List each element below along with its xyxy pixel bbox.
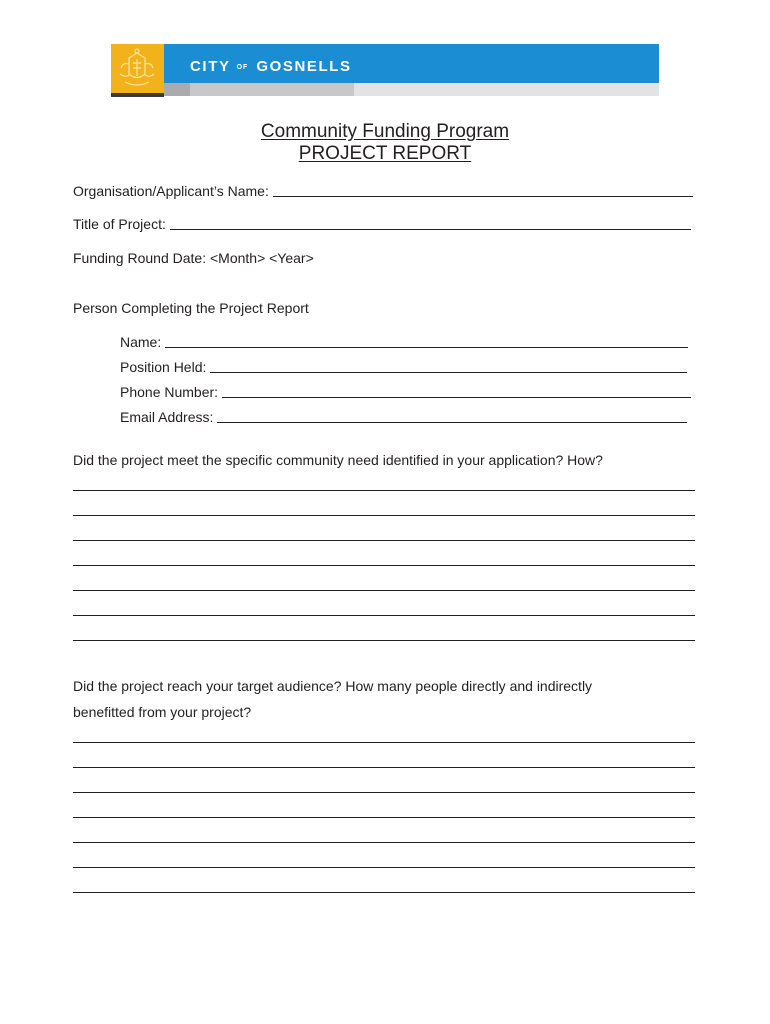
- header-strip-dark: [164, 83, 190, 96]
- answer-line[interactable]: [73, 742, 695, 743]
- funding-round-date: Funding Round Date: <Month> <Year>: [73, 250, 314, 266]
- phone-number-field[interactable]: [120, 382, 691, 402]
- organisation-name-label: Organisation/Applicant’s Name:: [73, 183, 269, 199]
- question-2-line-2: benefitted from your project?: [73, 704, 252, 720]
- brand-name: GOSNELLS: [256, 58, 352, 75]
- answer-line[interactable]: [73, 817, 695, 818]
- answer-line[interactable]: [73, 615, 695, 616]
- person-name-label: Name:: [120, 334, 162, 350]
- project-title-label: Title of Project:: [73, 216, 166, 232]
- answer-line[interactable]: [73, 590, 695, 591]
- project-title-blank[interactable]: [170, 228, 691, 230]
- person-name-field[interactable]: [120, 332, 688, 352]
- answer-line[interactable]: [73, 490, 695, 491]
- answer-line[interactable]: [73, 565, 695, 566]
- answer-line[interactable]: [73, 867, 695, 868]
- city-crest-icon: [111, 44, 164, 97]
- position-held-label: Position Held:: [120, 359, 207, 375]
- project-title-field[interactable]: [73, 214, 691, 234]
- position-held-field[interactable]: [120, 357, 687, 377]
- document-subtitle: PROJECT REPORT: [298, 143, 472, 164]
- brand-of: OF: [236, 64, 249, 71]
- person-section-heading: Person Completing the Project Report: [73, 300, 309, 316]
- person-name-blank[interactable]: [165, 346, 688, 348]
- position-held-blank[interactable]: [210, 371, 687, 373]
- email-address-field[interactable]: [120, 407, 687, 427]
- city-logo: [111, 44, 164, 97]
- answer-line[interactable]: [73, 767, 695, 768]
- answer-line[interactable]: [73, 892, 695, 893]
- answer-line[interactable]: [73, 842, 695, 843]
- question-1: Did the project meet the specific community need identified in your application? How?: [73, 452, 603, 468]
- organisation-name-field[interactable]: [73, 181, 693, 201]
- answer-line[interactable]: [73, 792, 695, 793]
- email-address-blank[interactable]: [217, 421, 687, 423]
- header-strip-mid: [190, 83, 354, 96]
- document-title: Community Funding Program: [260, 121, 510, 142]
- answer-line[interactable]: [73, 640, 695, 641]
- answer-line[interactable]: [73, 515, 695, 516]
- question-2-line-1: Did the project reach your target audience? How many people directly and indirectly: [73, 678, 593, 694]
- header-strip-light: [354, 83, 659, 96]
- phone-number-label: Phone Number:: [120, 384, 219, 400]
- answer-line[interactable]: [73, 540, 695, 541]
- brand-city: CITY: [190, 58, 231, 75]
- brand-wordmark: [190, 56, 352, 78]
- email-address-label: Email Address:: [120, 409, 214, 425]
- phone-number-blank[interactable]: [222, 396, 691, 398]
- organisation-name-blank[interactable]: [273, 195, 693, 197]
